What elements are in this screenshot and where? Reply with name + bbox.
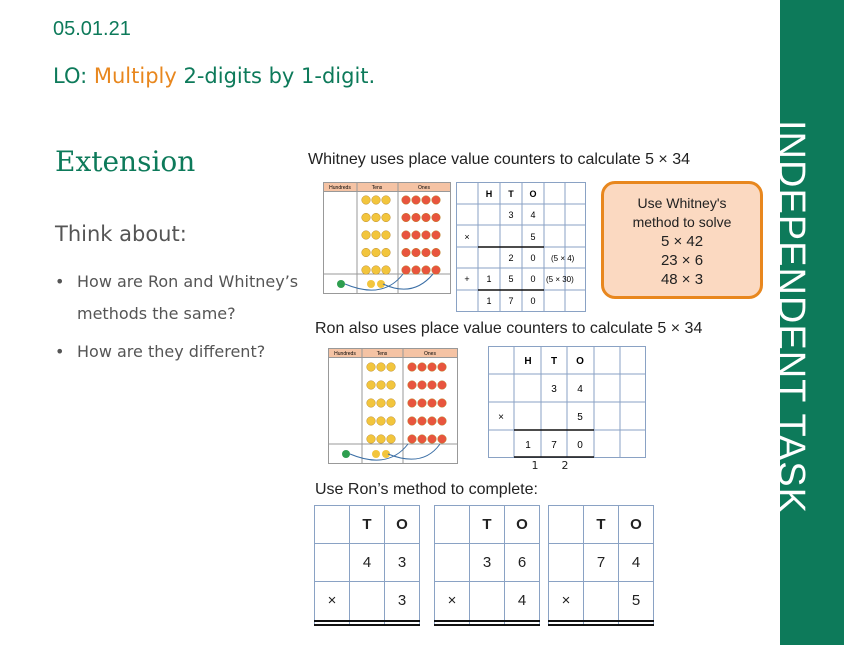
ten-counter xyxy=(362,266,371,275)
hundred-counter xyxy=(342,450,350,458)
carry-digit: 2 xyxy=(561,459,569,472)
practice-caption: Use Ron’s method to complete: xyxy=(315,481,538,498)
grid-cell: 3 xyxy=(385,544,420,582)
ten-counter xyxy=(367,399,376,408)
grid-header: O xyxy=(529,189,537,199)
one-counter xyxy=(422,213,431,222)
one-counter xyxy=(412,248,421,257)
ten-counter xyxy=(377,381,386,390)
grid-cell: 4 xyxy=(619,544,654,582)
grid-cell: 5 xyxy=(530,232,536,242)
one-counter xyxy=(408,363,417,372)
grid-cell: 5 xyxy=(508,274,514,284)
one-counter xyxy=(438,399,447,408)
one-counter xyxy=(422,196,431,205)
ten-counter xyxy=(377,417,386,426)
whitney-counter-chart xyxy=(323,182,451,294)
hundred-counter xyxy=(337,280,345,288)
question-item: • How are Ron and Whitney’s methods the same? xyxy=(55,266,305,330)
practice-problem-1 xyxy=(314,505,420,626)
one-counter xyxy=(428,399,437,408)
carry-digits xyxy=(520,459,580,472)
grid-sign: × xyxy=(549,582,584,621)
tens-header: Tens xyxy=(376,351,388,357)
answer-cell[interactable] xyxy=(584,621,619,625)
grid-cell: 4 xyxy=(530,210,536,220)
ten-counter xyxy=(387,363,396,372)
answer-cell[interactable] xyxy=(470,621,505,625)
answer-cell[interactable] xyxy=(435,621,470,625)
ten-counter xyxy=(372,231,381,240)
one-counter xyxy=(412,266,421,275)
one-counter xyxy=(432,248,441,257)
hundreds-header: Hundreds xyxy=(329,185,351,191)
ten-counter xyxy=(382,248,391,257)
one-counter xyxy=(408,381,417,390)
carry-counter xyxy=(372,450,380,458)
grid-header: O xyxy=(619,506,654,544)
grid-cell: 4 xyxy=(577,384,583,395)
one-counter xyxy=(408,417,417,426)
independent-task-label: INDEPENDENT TASK xyxy=(770,120,812,514)
carry-counter xyxy=(367,280,375,288)
grid-cell: 5 xyxy=(577,412,583,423)
grid-cell: 1 xyxy=(486,296,492,306)
grid-cell: 0 xyxy=(530,253,536,263)
answer-cell[interactable] xyxy=(549,621,584,625)
ones-header: Ones xyxy=(418,185,430,191)
grid-cell: 1 xyxy=(486,274,492,284)
answer-cell[interactable] xyxy=(385,621,420,625)
grid-sign: + xyxy=(464,274,470,284)
one-counter xyxy=(428,435,437,444)
grid-sign: × xyxy=(498,412,504,423)
grid-cell: 6 xyxy=(505,544,540,582)
one-counter xyxy=(418,399,427,408)
grid-header: T xyxy=(350,506,385,544)
one-counter xyxy=(402,196,411,205)
grid-cell: 3 xyxy=(470,544,505,582)
one-counter xyxy=(428,363,437,372)
grid-cell: 5 xyxy=(619,582,654,621)
one-counter xyxy=(412,231,421,240)
one-counter xyxy=(418,435,427,444)
ten-counter xyxy=(387,399,396,408)
one-counter xyxy=(432,213,441,222)
ten-counter xyxy=(362,248,371,257)
ten-counter xyxy=(387,381,396,390)
lo-prefix: LO: xyxy=(53,64,94,88)
grid-header: H xyxy=(524,356,532,367)
one-counter xyxy=(422,248,431,257)
callout-sum: 23 × 6 xyxy=(660,252,704,269)
callout-sum: 5 × 42 xyxy=(660,233,704,250)
grid-cell: 7 xyxy=(584,544,619,582)
grid-sign: × xyxy=(315,582,350,621)
ten-counter xyxy=(372,248,381,257)
carry-digit: 1 xyxy=(531,459,539,472)
grid-header: T xyxy=(584,506,619,544)
callout-sum: 48 × 3 xyxy=(660,271,704,288)
one-counter xyxy=(418,381,427,390)
grid-header: O xyxy=(576,356,584,367)
ten-counter xyxy=(382,196,391,205)
one-counter xyxy=(418,417,427,426)
callout-title: Use Whitney's xyxy=(637,195,727,211)
ron-counter-chart xyxy=(328,348,458,464)
learning-objective xyxy=(53,64,375,88)
grid-cell: 3 xyxy=(551,384,557,395)
grid-note: (5 × 30) xyxy=(546,275,574,284)
ten-counter xyxy=(382,266,391,275)
think-about-label: Think about: xyxy=(55,222,187,246)
grid-cell: 3 xyxy=(508,210,514,220)
grid-sign: × xyxy=(464,232,470,242)
whitney-column-grid xyxy=(456,182,586,312)
grid-cell: 7 xyxy=(551,440,557,451)
one-counter xyxy=(422,266,431,275)
ten-counter xyxy=(367,363,376,372)
ten-counter xyxy=(372,266,381,275)
ten-counter xyxy=(362,231,371,240)
one-counter xyxy=(438,363,447,372)
whitney-method-callout xyxy=(601,181,763,299)
one-counter xyxy=(402,248,411,257)
one-counter xyxy=(428,417,437,426)
one-counter xyxy=(402,266,411,275)
grid-header: T xyxy=(470,506,505,544)
lo-rest: 2-digits by 1-digit. xyxy=(176,64,376,88)
grid-header: T xyxy=(550,356,558,367)
question-list xyxy=(55,266,305,374)
one-counter xyxy=(402,231,411,240)
ten-counter xyxy=(372,196,381,205)
one-counter xyxy=(418,363,427,372)
date-label: 05.01.21 xyxy=(53,18,131,40)
grid-cell: 2 xyxy=(508,253,514,263)
one-counter xyxy=(428,381,437,390)
grid-cell: 0 xyxy=(577,440,583,451)
one-counter xyxy=(412,213,421,222)
one-counter xyxy=(438,381,447,390)
grid-cell: 4 xyxy=(505,582,540,621)
answer-cell[interactable] xyxy=(350,621,385,625)
ten-counter xyxy=(387,417,396,426)
one-counter xyxy=(408,399,417,408)
one-counter xyxy=(422,231,431,240)
hundreds-header: Hundreds xyxy=(334,351,356,357)
practice-problem-3 xyxy=(548,505,654,626)
ten-counter xyxy=(387,435,396,444)
lo-highlight: Multiply xyxy=(93,64,177,88)
ten-counter xyxy=(377,363,386,372)
ones-header: Ones xyxy=(424,351,436,357)
answer-cell[interactable] xyxy=(619,621,654,625)
one-counter xyxy=(432,196,441,205)
tens-header: Tens xyxy=(371,185,383,191)
grid-note: (5 × 4) xyxy=(551,254,575,263)
grid-cell: 1 xyxy=(525,440,531,451)
grid-cell: 3 xyxy=(385,582,420,621)
grid-header: H xyxy=(485,189,493,199)
one-counter xyxy=(432,266,441,275)
grid-cell: 0 xyxy=(530,274,536,284)
grid-header: O xyxy=(385,506,420,544)
ten-counter xyxy=(377,435,386,444)
ten-counter xyxy=(362,213,371,222)
ten-counter xyxy=(367,381,376,390)
one-counter xyxy=(402,213,411,222)
grid-cell: 4 xyxy=(350,544,385,582)
ten-counter xyxy=(362,196,371,205)
one-counter xyxy=(438,417,447,426)
grid-cell: 0 xyxy=(530,296,536,306)
question-item: • How are they different? xyxy=(55,336,305,368)
one-counter xyxy=(412,196,421,205)
answer-cell[interactable] xyxy=(505,621,540,625)
grid-header: O xyxy=(505,506,540,544)
ten-counter xyxy=(377,399,386,408)
one-counter xyxy=(438,435,447,444)
answer-cell[interactable] xyxy=(315,621,350,625)
grid-cell: 7 xyxy=(508,296,514,306)
whitney-caption: Whitney uses place value counters to calculate 5 × 34 xyxy=(308,151,690,168)
ten-counter xyxy=(382,213,391,222)
ten-counter xyxy=(367,417,376,426)
one-counter xyxy=(432,231,441,240)
grid-sign: × xyxy=(435,582,470,621)
one-counter xyxy=(408,435,417,444)
ron-column-grid xyxy=(488,346,646,458)
ten-counter xyxy=(372,213,381,222)
ten-counter xyxy=(382,231,391,240)
side-band xyxy=(770,0,844,645)
ten-counter xyxy=(367,435,376,444)
ron-caption: Ron also uses place value counters to calculate 5 × 34 xyxy=(315,320,703,337)
callout-title: method to solve xyxy=(632,214,732,230)
practice-problem-2 xyxy=(434,505,540,626)
grid-header: T xyxy=(508,189,514,199)
extension-title: Extension xyxy=(55,145,196,178)
